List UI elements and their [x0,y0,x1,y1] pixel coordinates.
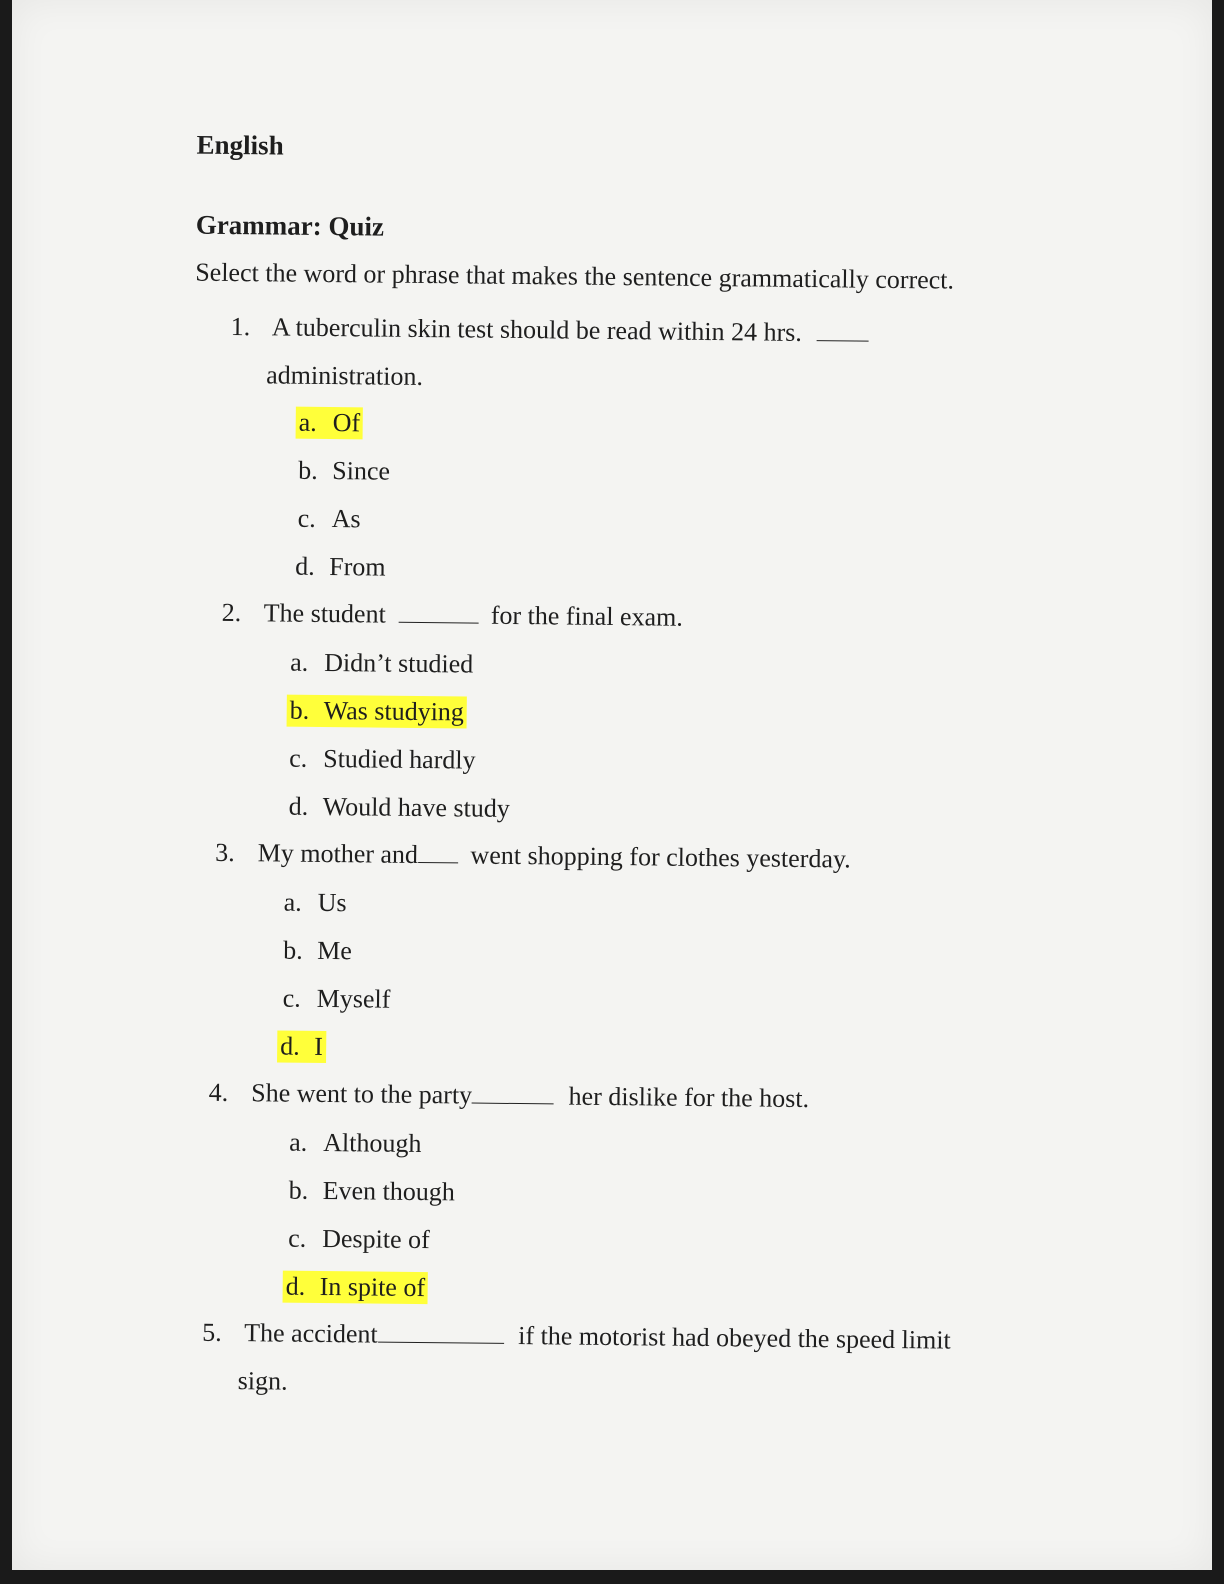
quiz-title: Grammar: Quiz [195,209,385,242]
answer-blank [472,1083,554,1105]
question-text-after: if the motorist had obeyed the speed limit [518,1321,951,1355]
answer-blank [816,320,868,342]
subject-heading: English [196,129,284,161]
option-text: Even though [322,1175,455,1207]
option-3a [281,887,350,920]
question-text: The accident [244,1318,378,1349]
option-letter: d. [285,1271,306,1301]
question-number: 2. [221,597,242,628]
option-letter: a. [289,1127,308,1157]
option-letter: b. [288,1175,309,1205]
option-text: Would have study [322,791,510,823]
answer-blank [398,602,478,624]
question-5-continuation: sign. [237,1366,288,1396]
option-letter: b. [298,455,318,485]
option-3b [280,935,355,968]
option-letter: c. [297,503,316,533]
question-number: 1. [230,311,251,342]
question-number: 4. [208,1077,229,1107]
option-letter: d. [280,1031,300,1061]
option-text: Despite of [322,1223,430,1255]
option-1a [296,407,364,440]
question-5 [202,1318,951,1356]
option-letter: d. [288,791,309,821]
option-text: Although [323,1127,422,1159]
question-number: 3. [215,837,235,868]
question-text-after: her dislike for the host. [568,1081,810,1114]
option-text: I [314,1031,324,1061]
scanned-page [12,0,1212,1570]
option-3c [280,983,394,1016]
question-2 [222,598,683,633]
option-4b [286,1175,458,1209]
question-4 [209,1078,810,1114]
option-text: From [329,552,386,582]
option-letter: c. [288,1223,307,1253]
option-4a [286,1127,425,1160]
option-letter: a. [298,407,317,437]
question-text-after: for the final exam. [490,600,683,632]
question-text: A tuberculin skin test should be read within 24 hrs. [271,312,802,347]
option-text: As [331,504,361,534]
question-1 [231,312,869,349]
option-3d [277,1031,326,1064]
answer-blank [378,1322,504,1344]
option-text: Us [317,887,347,918]
question-text: My mother and [257,838,419,869]
option-1d [292,551,389,584]
option-1c [295,503,364,536]
option-2d [286,791,513,825]
question-text: She went to the party [251,1078,473,1110]
option-text: Was studying [323,695,465,727]
option-letter: b. [289,695,310,725]
option-letter: d. [295,551,315,581]
option-4c [285,1223,433,1257]
option-text: Me [317,935,353,966]
option-letter: a. [290,647,309,677]
option-text: Myself [316,983,391,1014]
question-3 [215,838,851,875]
option-letter: c. [282,983,301,1013]
answer-blank [418,842,458,863]
option-letter: c. [289,743,308,773]
option-2a [287,647,476,681]
option-text: In spite of [319,1271,426,1303]
option-2b [287,695,468,729]
option-text: Since [332,456,391,486]
option-letter: a. [283,887,302,917]
page-content [4,0,1220,1576]
option-letter: b. [283,935,303,965]
option-text: Studied hardly [323,743,476,775]
option-1b [295,455,393,488]
option-4d [283,1271,429,1305]
option-text: Of [332,408,361,438]
option-text: Didn’t studied [324,647,474,679]
question-1-continuation: administration. [266,360,424,391]
instructions: Select the word or phrase that makes the sentence grammatically correct. [195,257,955,295]
question-text: The student [263,598,386,629]
question-text-after: went shopping for clothes yesterday. [470,840,851,874]
question-number: 5. [202,1317,222,1347]
option-2c [286,743,479,777]
